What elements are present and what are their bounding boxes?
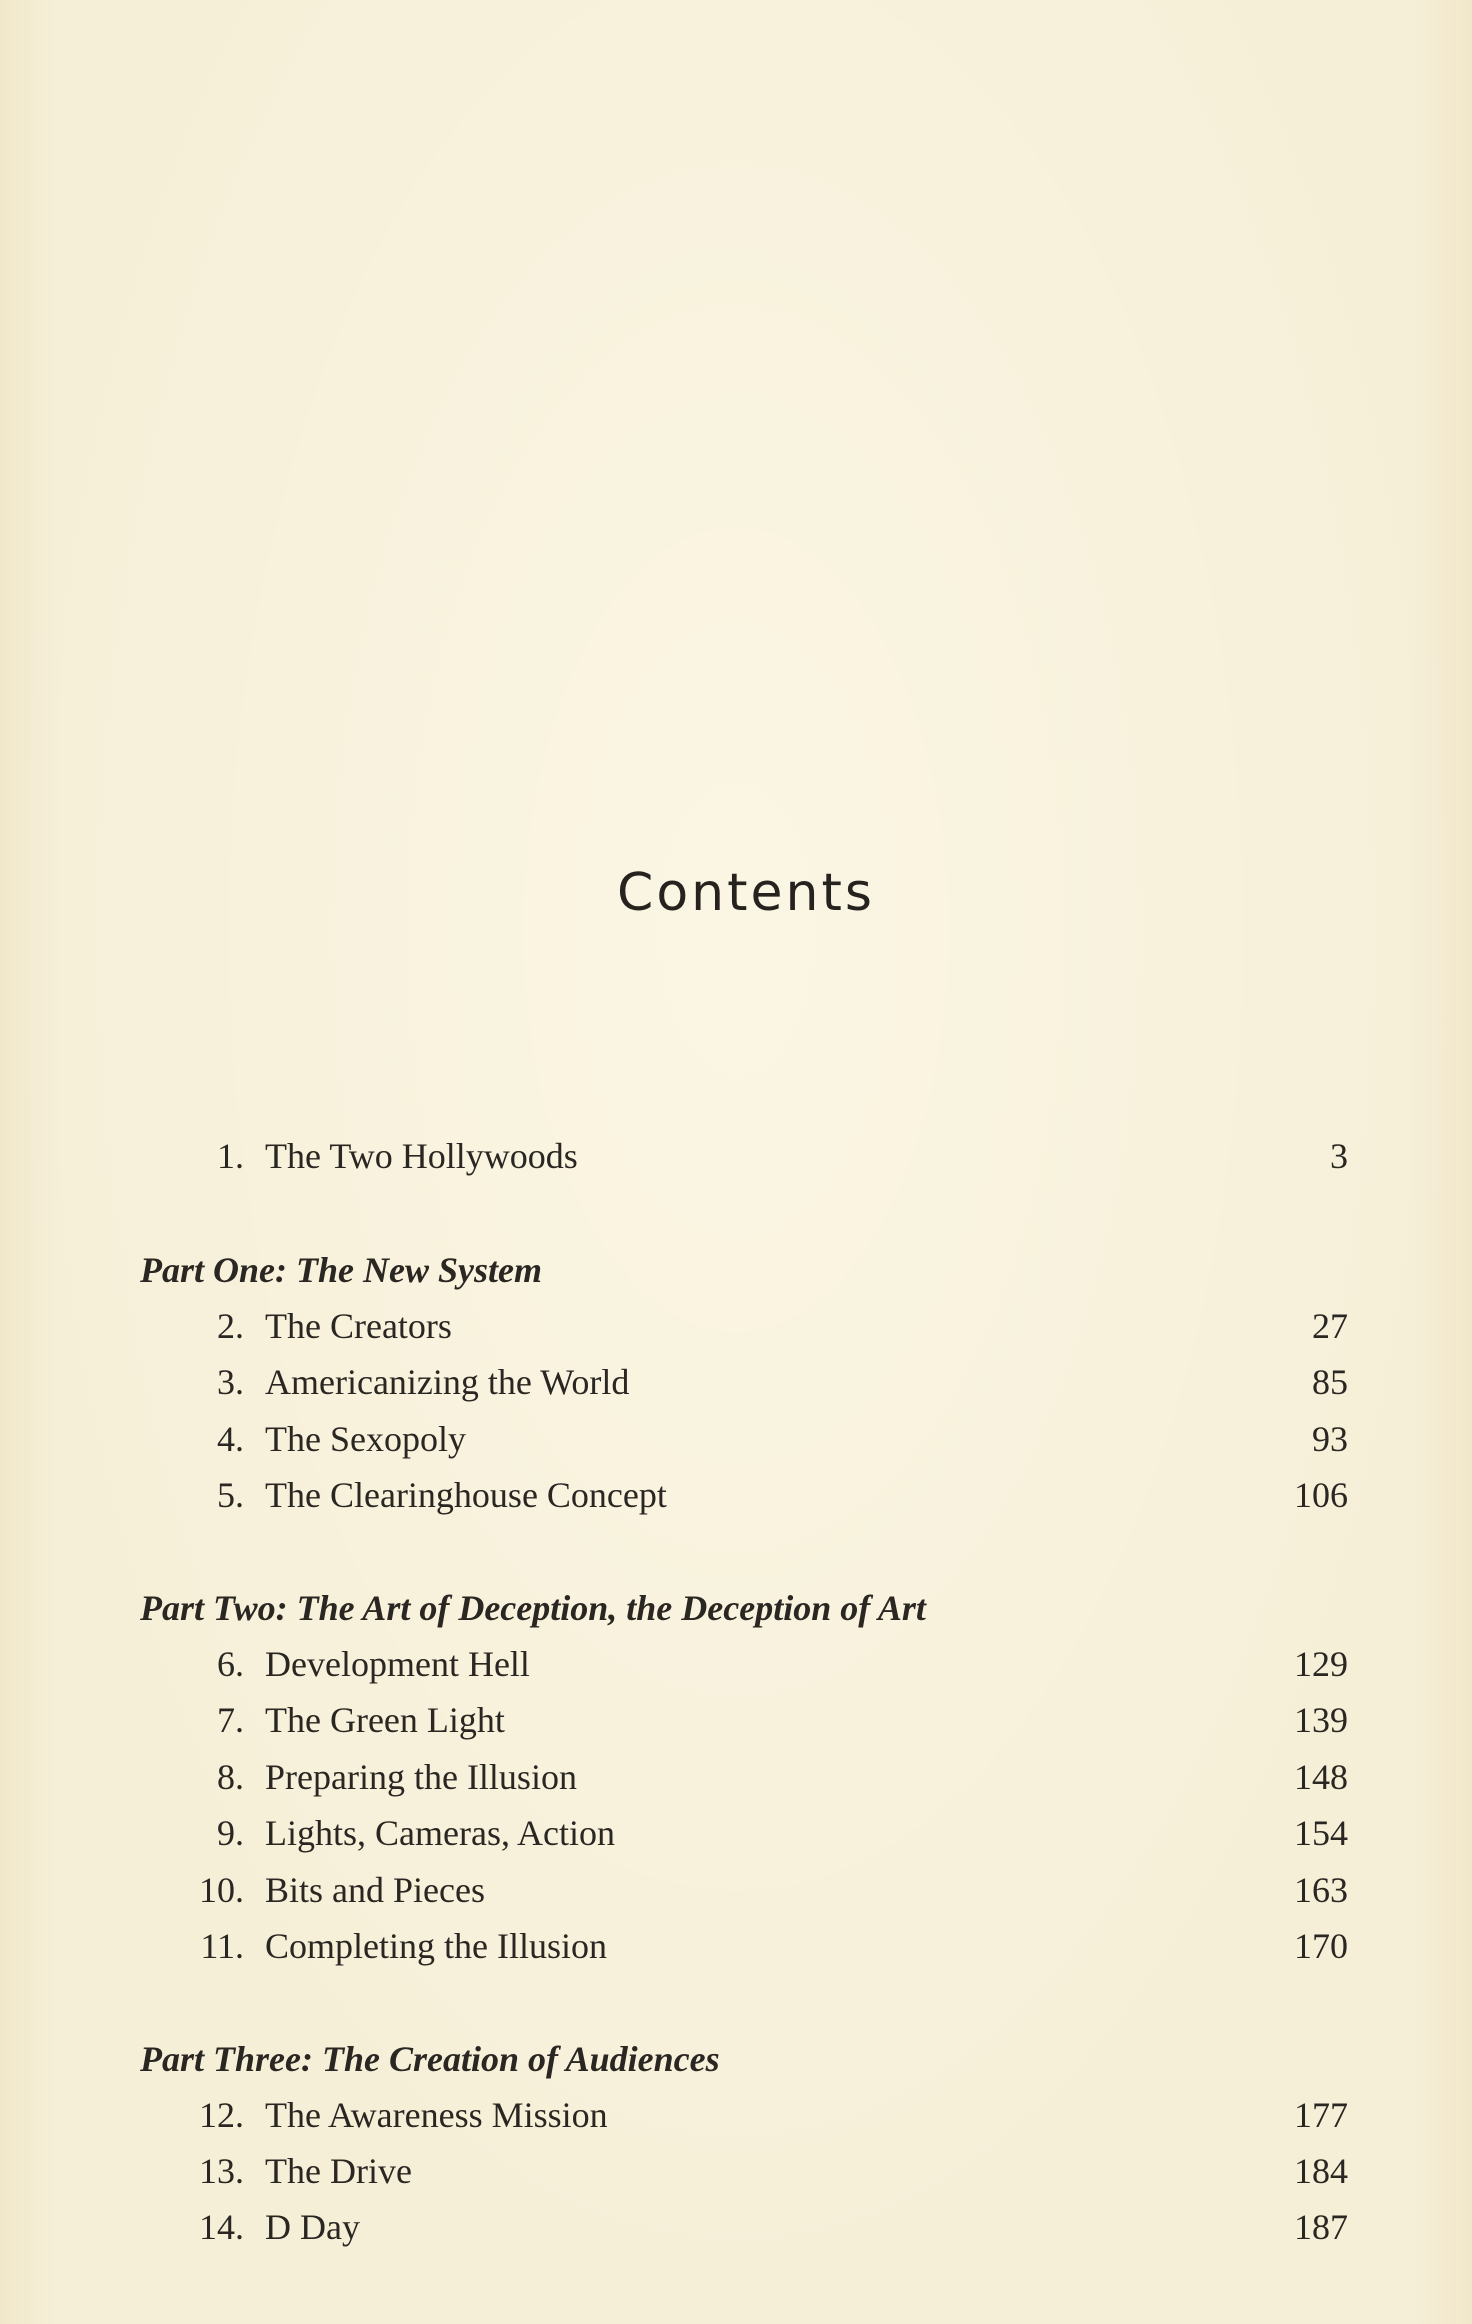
part-heading-three: Part Three: The Creation of Audiences [140, 2039, 720, 2079]
chapter-title: The Clearinghouse Concept [265, 1475, 667, 1515]
chapter-number: 1. [217, 1136, 244, 1176]
chapter-number: 4. [217, 1419, 244, 1459]
chapter-title: The Drive [265, 2151, 412, 2191]
toc-entry-6 [0, 1636, 1472, 1692]
chapter-number: 6. [217, 1644, 244, 1684]
chapter-title: Preparing the Illusion [265, 1757, 577, 1797]
chapter-number: 2. [217, 1306, 244, 1346]
chapter-title: The Two Hollywoods [265, 1136, 578, 1176]
toc-entry-11 [0, 1918, 1472, 1974]
chapter-title: Americanizing the World [265, 1362, 630, 1402]
chapter-number: 11. [200, 1926, 244, 1966]
chapter-title: The Sexopoly [265, 1419, 466, 1459]
toc-entry-13 [0, 2143, 1472, 2199]
chapter-title: The Awareness Mission [265, 2095, 608, 2135]
part-heading-two: Part Two: The Art of Deception, the Deception of Art [140, 1588, 926, 1628]
page-number: 163 [1294, 1870, 1348, 1910]
chapter-number: 13. [199, 2151, 244, 2191]
chapter-number: 10. [199, 1870, 244, 1910]
part-heading-one: Part One: The New System [140, 1250, 542, 1290]
page-number: 27 [1312, 1306, 1348, 1346]
chapter-number: 8. [217, 1757, 244, 1797]
chapter-title: Completing the Illusion [265, 1926, 607, 1966]
page-number: 187 [1294, 2207, 1348, 2247]
toc-entry-3 [0, 1354, 1472, 1410]
chapter-number: 14. [199, 2207, 244, 2247]
chapter-title: Development Hell [265, 1644, 530, 1684]
page-number: 129 [1294, 1644, 1348, 1684]
page-number: 170 [1294, 1926, 1348, 1966]
toc-entry-4 [0, 1411, 1472, 1467]
chapter-number: 9. [217, 1813, 244, 1853]
page-number: 148 [1294, 1757, 1348, 1797]
toc-entry-7 [0, 1692, 1472, 1748]
toc-entry-14 [0, 2199, 1472, 2255]
toc-entry-12 [0, 2087, 1472, 2143]
page-number: 177 [1294, 2095, 1348, 2135]
chapter-title: Lights, Cameras, Action [265, 1813, 615, 1853]
toc-entry-9 [0, 1805, 1472, 1861]
toc-entry-8 [0, 1749, 1472, 1805]
page-number: 139 [1294, 1700, 1348, 1740]
chapter-number: 12. [199, 2095, 244, 2135]
page-title: Contents [617, 862, 875, 923]
page-number: 93 [1312, 1419, 1348, 1459]
page-number: 184 [1294, 2151, 1348, 2191]
toc-entry-2 [0, 1298, 1472, 1354]
chapter-number: 3. [217, 1362, 244, 1402]
chapter-title: Bits and Pieces [265, 1870, 485, 1910]
chapter-number: 7. [217, 1700, 244, 1740]
toc-entry-10 [0, 1862, 1472, 1918]
chapter-number: 5. [217, 1475, 244, 1515]
page-number: 154 [1294, 1813, 1348, 1853]
page-number: 3 [1330, 1136, 1348, 1176]
chapter-title: The Creators [265, 1306, 452, 1346]
toc-entry-5 [0, 1467, 1472, 1523]
page-number: 106 [1294, 1475, 1348, 1515]
page-number: 85 [1312, 1362, 1348, 1402]
chapter-title: D Day [265, 2207, 360, 2247]
chapter-title: The Green Light [265, 1700, 505, 1740]
toc-entry-1 [0, 1128, 1472, 1184]
